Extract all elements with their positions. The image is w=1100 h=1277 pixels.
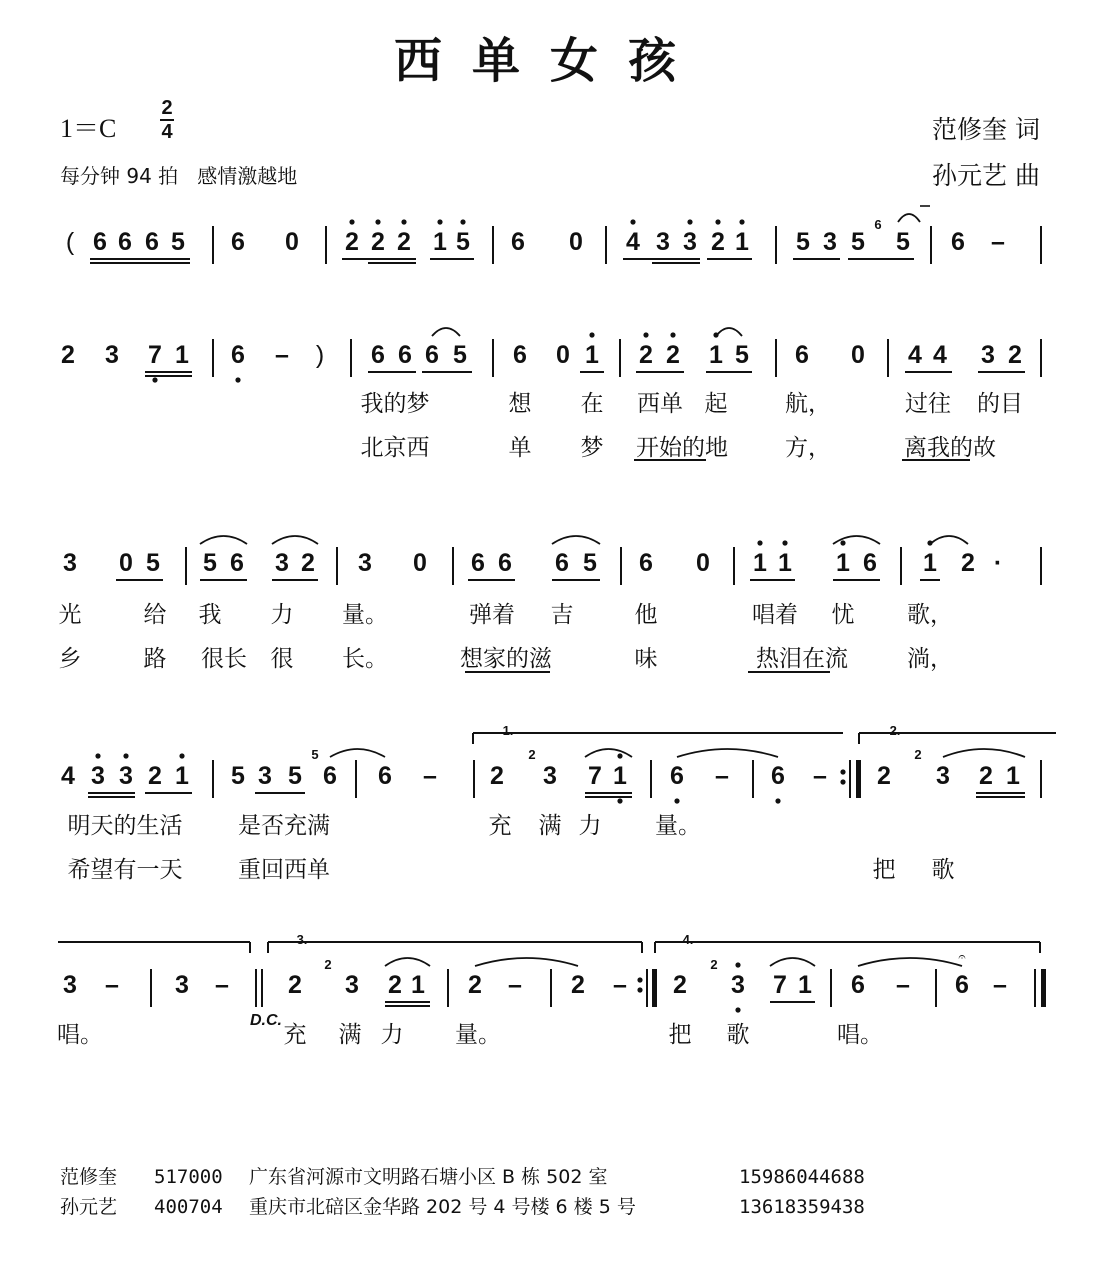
octave-dot-low [674, 798, 679, 803]
dash: – [275, 341, 289, 369]
note: 6 [378, 762, 392, 790]
octave-dot [437, 219, 442, 224]
dash: – [508, 971, 522, 999]
note: 3 [656, 228, 670, 256]
note: 3 [91, 762, 105, 790]
note: 3 [936, 762, 950, 790]
lyric: 量。 [655, 813, 701, 839]
octave-dot [123, 753, 128, 758]
note: 4 [933, 341, 947, 369]
lyric: 力 [270, 602, 294, 628]
tie-slur [898, 214, 920, 222]
lyric: 开始的地 [636, 435, 728, 461]
note: 3 [63, 971, 77, 999]
note: 1 [923, 549, 937, 577]
lyric: 的目 [977, 391, 1023, 417]
note: 6 [398, 341, 412, 369]
note: 5 [288, 762, 302, 790]
note: 2 [979, 762, 993, 790]
volta-label-1: 1. [502, 723, 514, 738]
octave-dot [349, 219, 354, 224]
note: 3 [823, 228, 837, 256]
note: 5 [796, 228, 810, 256]
expression-text: 感情激越地 [197, 164, 298, 188]
octave-dot [735, 962, 740, 967]
tie-slur [200, 536, 247, 544]
octave-dot [687, 219, 692, 224]
note: 6 [323, 762, 337, 790]
footer-name: 范修奎 [60, 1166, 118, 1188]
lyric: 力 [380, 1022, 404, 1048]
note: 2 [490, 762, 504, 790]
lyric: 给 [143, 602, 167, 628]
note: 5 [146, 549, 160, 577]
grace-note: 2 [710, 957, 718, 972]
lyric: 单 [508, 435, 532, 461]
octave-dot [715, 219, 720, 224]
note: 2 [345, 228, 359, 256]
note: 6 [863, 549, 877, 577]
note: 5 [851, 228, 865, 256]
tie-slur [716, 328, 742, 336]
grace-note: 2 [528, 747, 536, 762]
lyric: 我 [198, 602, 222, 628]
note: 1 [175, 341, 189, 369]
grace-note: 6 [874, 217, 882, 232]
dash: – [993, 971, 1007, 999]
octave-dot [643, 332, 648, 337]
tie-slur [833, 536, 880, 544]
footer-address: 广东省河源市文明路石塘小区 B 栋 502 室 [249, 1166, 608, 1188]
note: 0 [556, 341, 570, 369]
lyric: 热泪在流 [756, 646, 848, 672]
note: 1 [836, 549, 850, 577]
note: 6 [513, 341, 527, 369]
tie-slur [770, 958, 815, 966]
note: 6 [231, 228, 245, 256]
note: 6 [371, 341, 385, 369]
octave-dot-low [775, 798, 780, 803]
volta-label-2: 2. [889, 723, 901, 738]
lyric: 西单 [637, 391, 683, 417]
note: 5 [896, 228, 910, 256]
song-title: 西单女孩 [393, 33, 706, 89]
note: 2 [673, 971, 687, 999]
tie-slur [330, 749, 385, 757]
footer-phone: 15986044688 [739, 1166, 865, 1188]
note: 2 [571, 971, 585, 999]
octave-dot [630, 219, 635, 224]
note: 6 [511, 228, 525, 256]
tie-slur [432, 328, 460, 336]
tie-slur [858, 958, 962, 966]
note: 6 [498, 549, 512, 577]
lyric: 味 [634, 646, 658, 672]
note: 2 [301, 549, 315, 577]
lyric: 唱着 [752, 602, 798, 628]
note: 6 [639, 549, 653, 577]
note: 3 [731, 971, 745, 999]
lyric: 北京西 [360, 435, 430, 461]
lyric: 唱。 [837, 1022, 883, 1048]
note: 5 [583, 549, 597, 577]
note: 0 [119, 549, 133, 577]
footer-phone: 13618359438 [739, 1196, 865, 1218]
augmentation-dot: · [993, 549, 1003, 577]
grace-note: 2 [914, 747, 922, 762]
lyric: 量。 [455, 1022, 501, 1048]
octave-dot [739, 219, 744, 224]
dash: – [991, 228, 1005, 256]
lyric: 满 [538, 813, 562, 839]
note: 6 [670, 762, 684, 790]
note: 3 [543, 762, 557, 790]
note: 1 [613, 762, 627, 790]
grace-note: 5 [311, 747, 319, 762]
lyric: 希望有一天 [67, 857, 183, 883]
note: 1 [753, 549, 767, 577]
note: 2 [468, 971, 482, 999]
lyric: 充 [488, 813, 512, 839]
note: 5 [735, 341, 749, 369]
tie-slur [585, 749, 632, 757]
lyric: 重回西单 [238, 857, 330, 883]
lyric: 很 [270, 646, 294, 672]
note: 3 [63, 549, 77, 577]
lyric: 歌 [931, 857, 955, 883]
note: 6 [555, 549, 569, 577]
dash: – [613, 971, 627, 999]
note: 2 [639, 341, 653, 369]
lyric: 充 [283, 1022, 307, 1048]
octave-dot-low [235, 377, 240, 382]
note: 2 [148, 762, 162, 790]
note: 6 [145, 228, 159, 256]
octave-dot-low [152, 377, 157, 382]
lyric: 过往 [905, 391, 951, 417]
note: 0 [569, 228, 583, 256]
repeat-dot [840, 769, 845, 774]
paren-close: ) [315, 341, 325, 369]
lyric: 乡 [58, 646, 82, 672]
note: 6 [771, 762, 785, 790]
note: 1 [433, 228, 447, 256]
octave-dot [840, 540, 845, 545]
octave-dot [401, 219, 406, 224]
dash: – [813, 762, 827, 790]
note: 5 [453, 341, 467, 369]
dc-marking: D.C. [250, 1012, 282, 1029]
dash: – [215, 971, 229, 999]
note: 6 [118, 228, 132, 256]
note: 6 [425, 341, 439, 369]
lyric: 满 [338, 1022, 362, 1048]
note: 3 [175, 971, 189, 999]
lyric: 唱。 [57, 1022, 103, 1048]
octave-dot [460, 219, 465, 224]
lyric: 吉 [550, 602, 574, 628]
lyric: 我的梦 [360, 391, 430, 417]
note: 2 [1008, 341, 1022, 369]
note: 3 [119, 762, 133, 790]
lyricist-credit: 范修奎 词 [932, 115, 1040, 144]
key-signature: 1＝C [60, 114, 117, 143]
note: 5 [171, 228, 185, 256]
note: 3 [105, 341, 119, 369]
note: 2 [388, 971, 402, 999]
lyric: 把 [668, 1022, 692, 1048]
repeat-dot [637, 977, 642, 982]
dash: – [715, 762, 729, 790]
note: 7 [773, 971, 787, 999]
note: 3 [683, 228, 697, 256]
octave-dot [782, 540, 787, 545]
lyric: 弹着 [469, 602, 515, 628]
note: 4 [626, 228, 640, 256]
repeat-dot [637, 987, 642, 992]
note: 2 [961, 549, 975, 577]
note: 3 [358, 549, 372, 577]
octave-dot [589, 332, 594, 337]
note: 2 [61, 341, 75, 369]
note: 4 [61, 762, 75, 790]
note: 6 [795, 341, 809, 369]
lyric: 起 [704, 391, 728, 417]
footer-address: 重庆市北碚区金华路 202 号 4 号楼 6 楼 5 号 [249, 1196, 636, 1218]
lyric: 他 [634, 602, 658, 628]
lyric: 方， [785, 435, 831, 461]
grace-note: 2 [324, 957, 332, 972]
tie-slur [943, 749, 1025, 757]
footer-zip: 400704 [154, 1196, 223, 1218]
note: 5 [203, 549, 217, 577]
note: 1 [1006, 762, 1020, 790]
dash: – [423, 762, 437, 790]
lyric: 把 [872, 857, 896, 883]
dash: – [105, 971, 119, 999]
tie-slur [677, 749, 778, 757]
note: 0 [696, 549, 710, 577]
octave-dot [375, 219, 380, 224]
fermata-icon: 𝄐 [958, 949, 966, 964]
note: 6 [231, 341, 245, 369]
lyric: 长。 [342, 646, 388, 672]
tie-slur [552, 536, 600, 544]
lyric: 忧 [831, 602, 855, 628]
composer-credit: 孙元艺 曲 [932, 161, 1040, 190]
note: 3 [981, 341, 995, 369]
note: 2 [288, 971, 302, 999]
footer-zip: 517000 [154, 1166, 223, 1188]
note: 7 [148, 341, 162, 369]
tie-slur [272, 536, 318, 544]
time-signature-top: 2 [161, 97, 173, 119]
note: 0 [851, 341, 865, 369]
footer-contact-composer [60, 1192, 865, 1219]
lyric: 离我的故 [904, 435, 996, 461]
note: 1 [411, 971, 425, 999]
tie-slur [475, 958, 578, 966]
note: 2 [397, 228, 411, 256]
note: 6 [951, 228, 965, 256]
lyric: 是否充满 [238, 813, 330, 839]
tempo-text: 每分钟 94 拍 [60, 164, 179, 188]
note: 1 [709, 341, 723, 369]
octave-dot [757, 540, 762, 545]
note: 5 [456, 228, 470, 256]
note: 1 [798, 971, 812, 999]
repeat-dot [840, 779, 845, 784]
note: 3 [275, 549, 289, 577]
note: 0 [413, 549, 427, 577]
lyric: 在 [580, 391, 604, 417]
note: 2 [371, 228, 385, 256]
note: 6 [471, 549, 485, 577]
octave-dot [179, 753, 184, 758]
lyric: 想 [508, 391, 532, 417]
note: 7 [588, 762, 602, 790]
lyric: 力 [578, 813, 602, 839]
lyric: 歌， [907, 602, 953, 628]
volta-label-3: 3. [296, 932, 308, 947]
note: 6 [93, 228, 107, 256]
paren-open: ( [65, 228, 75, 256]
lyric: 路 [143, 646, 167, 672]
note: 1 [778, 549, 792, 577]
note: 2 [666, 341, 680, 369]
lyric: 明天的生活 [67, 813, 183, 839]
note: 2 [711, 228, 725, 256]
octave-dot [670, 332, 675, 337]
note: 1 [735, 228, 749, 256]
octave-dot-low [617, 798, 622, 803]
octave-dot [617, 753, 622, 758]
lyric: 淌， [907, 646, 953, 672]
volta-label-4: 4. [682, 932, 694, 947]
note: 5 [231, 762, 245, 790]
note: 6 [955, 971, 969, 999]
note: 2 [877, 762, 891, 790]
octave-dot [95, 753, 100, 758]
lyric: 光 [58, 602, 82, 628]
lyric: 想家的滋 [460, 646, 552, 672]
lyric: 梦 [580, 435, 604, 461]
tie-slur [930, 536, 968, 544]
octave-dot-low [735, 1007, 740, 1012]
note: 0 [285, 228, 299, 256]
tie-slur [385, 958, 430, 966]
note: 6 [230, 549, 244, 577]
lyric: 量。 [342, 602, 388, 628]
note: 6 [851, 971, 865, 999]
lyric: 很长 [201, 646, 247, 672]
time-signature-bottom: 4 [161, 121, 173, 143]
note: 3 [258, 762, 272, 790]
note: 1 [175, 762, 189, 790]
note: 3 [345, 971, 359, 999]
note: 1 [585, 341, 599, 369]
footer-contact-lyricist [60, 1162, 865, 1189]
lyric: 歌 [726, 1022, 750, 1048]
footer-name: 孙元艺 [60, 1196, 118, 1218]
note: 4 [908, 341, 922, 369]
dash: – [896, 971, 910, 999]
lyric: 航， [785, 391, 831, 417]
